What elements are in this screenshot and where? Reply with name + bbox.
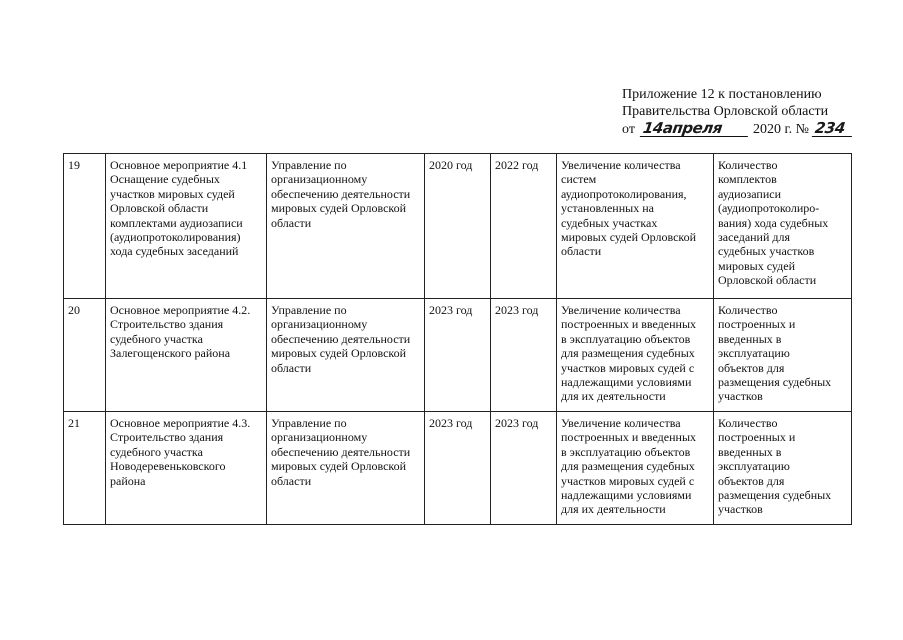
measure-cell: Основное мероприятие 4.1 Оснащение судебных участков мировых судей Орловской области комплектами аудиозаписи (аудиопротоколирования) хода судебных заседаний: [106, 154, 267, 299]
table-row: [64, 154, 852, 299]
row-number: 19: [64, 154, 106, 299]
handwritten-number: 234: [812, 120, 854, 137]
date-prefix: от: [622, 122, 635, 137]
measures-table: [63, 153, 852, 525]
row-number: 20: [64, 299, 106, 412]
row-number: 21: [64, 412, 106, 525]
year-number-label: 2020 г. №: [752, 122, 809, 137]
result-cell: Увеличение количества построенных и введенных в эксплуатацию объектов для размещения судебных участков мировых судей с надлежащими условиями для их деятельности: [557, 412, 714, 525]
appendix-title: Приложение 12 к постановлению: [622, 87, 822, 102]
measure-cell: Основное мероприятие 4.3. Строительство здания судебного участка Новодеревеньковского района: [106, 412, 267, 525]
appendix-date-line: [622, 120, 882, 138]
result-cell: Увеличение количества построенных и введенных в эксплуатацию объектов для размещения судебных участков мировых судей с надлежащими условиями для их деятельности: [557, 299, 714, 412]
table-row: [64, 299, 852, 412]
executor-cell: Управление по организационному обеспечению деятельности мировых судей Орловской области: [267, 299, 425, 412]
executor-cell: Управление по организационному обеспечению деятельности мировых судей Орловской области: [267, 412, 425, 525]
indicator-cell: Количество построенных и введенных в эксплуатацию объектов для размещения судебных участков: [714, 412, 852, 525]
handwritten-date: 14апреля: [640, 120, 750, 137]
measure-cell: Основное мероприятие 4.2. Строительство здания судебного участка Залегощенского района: [106, 299, 267, 412]
appendix-authority: Правительства Орловской области: [622, 104, 829, 119]
start-year-cell: 2023 год: [425, 299, 491, 412]
executor-cell: Управление по организационному обеспечению деятельности мировых судей Орловской области: [267, 154, 425, 299]
end-year-cell: 2023 год: [491, 299, 557, 412]
start-year-cell: 2023 год: [425, 412, 491, 525]
start-year-cell: 2020 год: [425, 154, 491, 299]
table-row: [64, 412, 852, 525]
end-year-cell: 2023 год: [491, 412, 557, 525]
end-year-cell: 2022 год: [491, 154, 557, 299]
indicator-cell: Количество построенных и введенных в эксплуатацию объектов для размещения судебных участков: [714, 299, 852, 412]
indicator-cell: Количество комплектов аудиозаписи (аудиопротоколиро- вания) хода судебных заседаний для судебных участков мировых судей Орловской области: [714, 154, 852, 299]
appendix-header: [622, 86, 882, 138]
result-cell: Увеличение количества систем аудиопротоколирования, установленных на судебных участках мировых судей Орловской области: [557, 154, 714, 299]
